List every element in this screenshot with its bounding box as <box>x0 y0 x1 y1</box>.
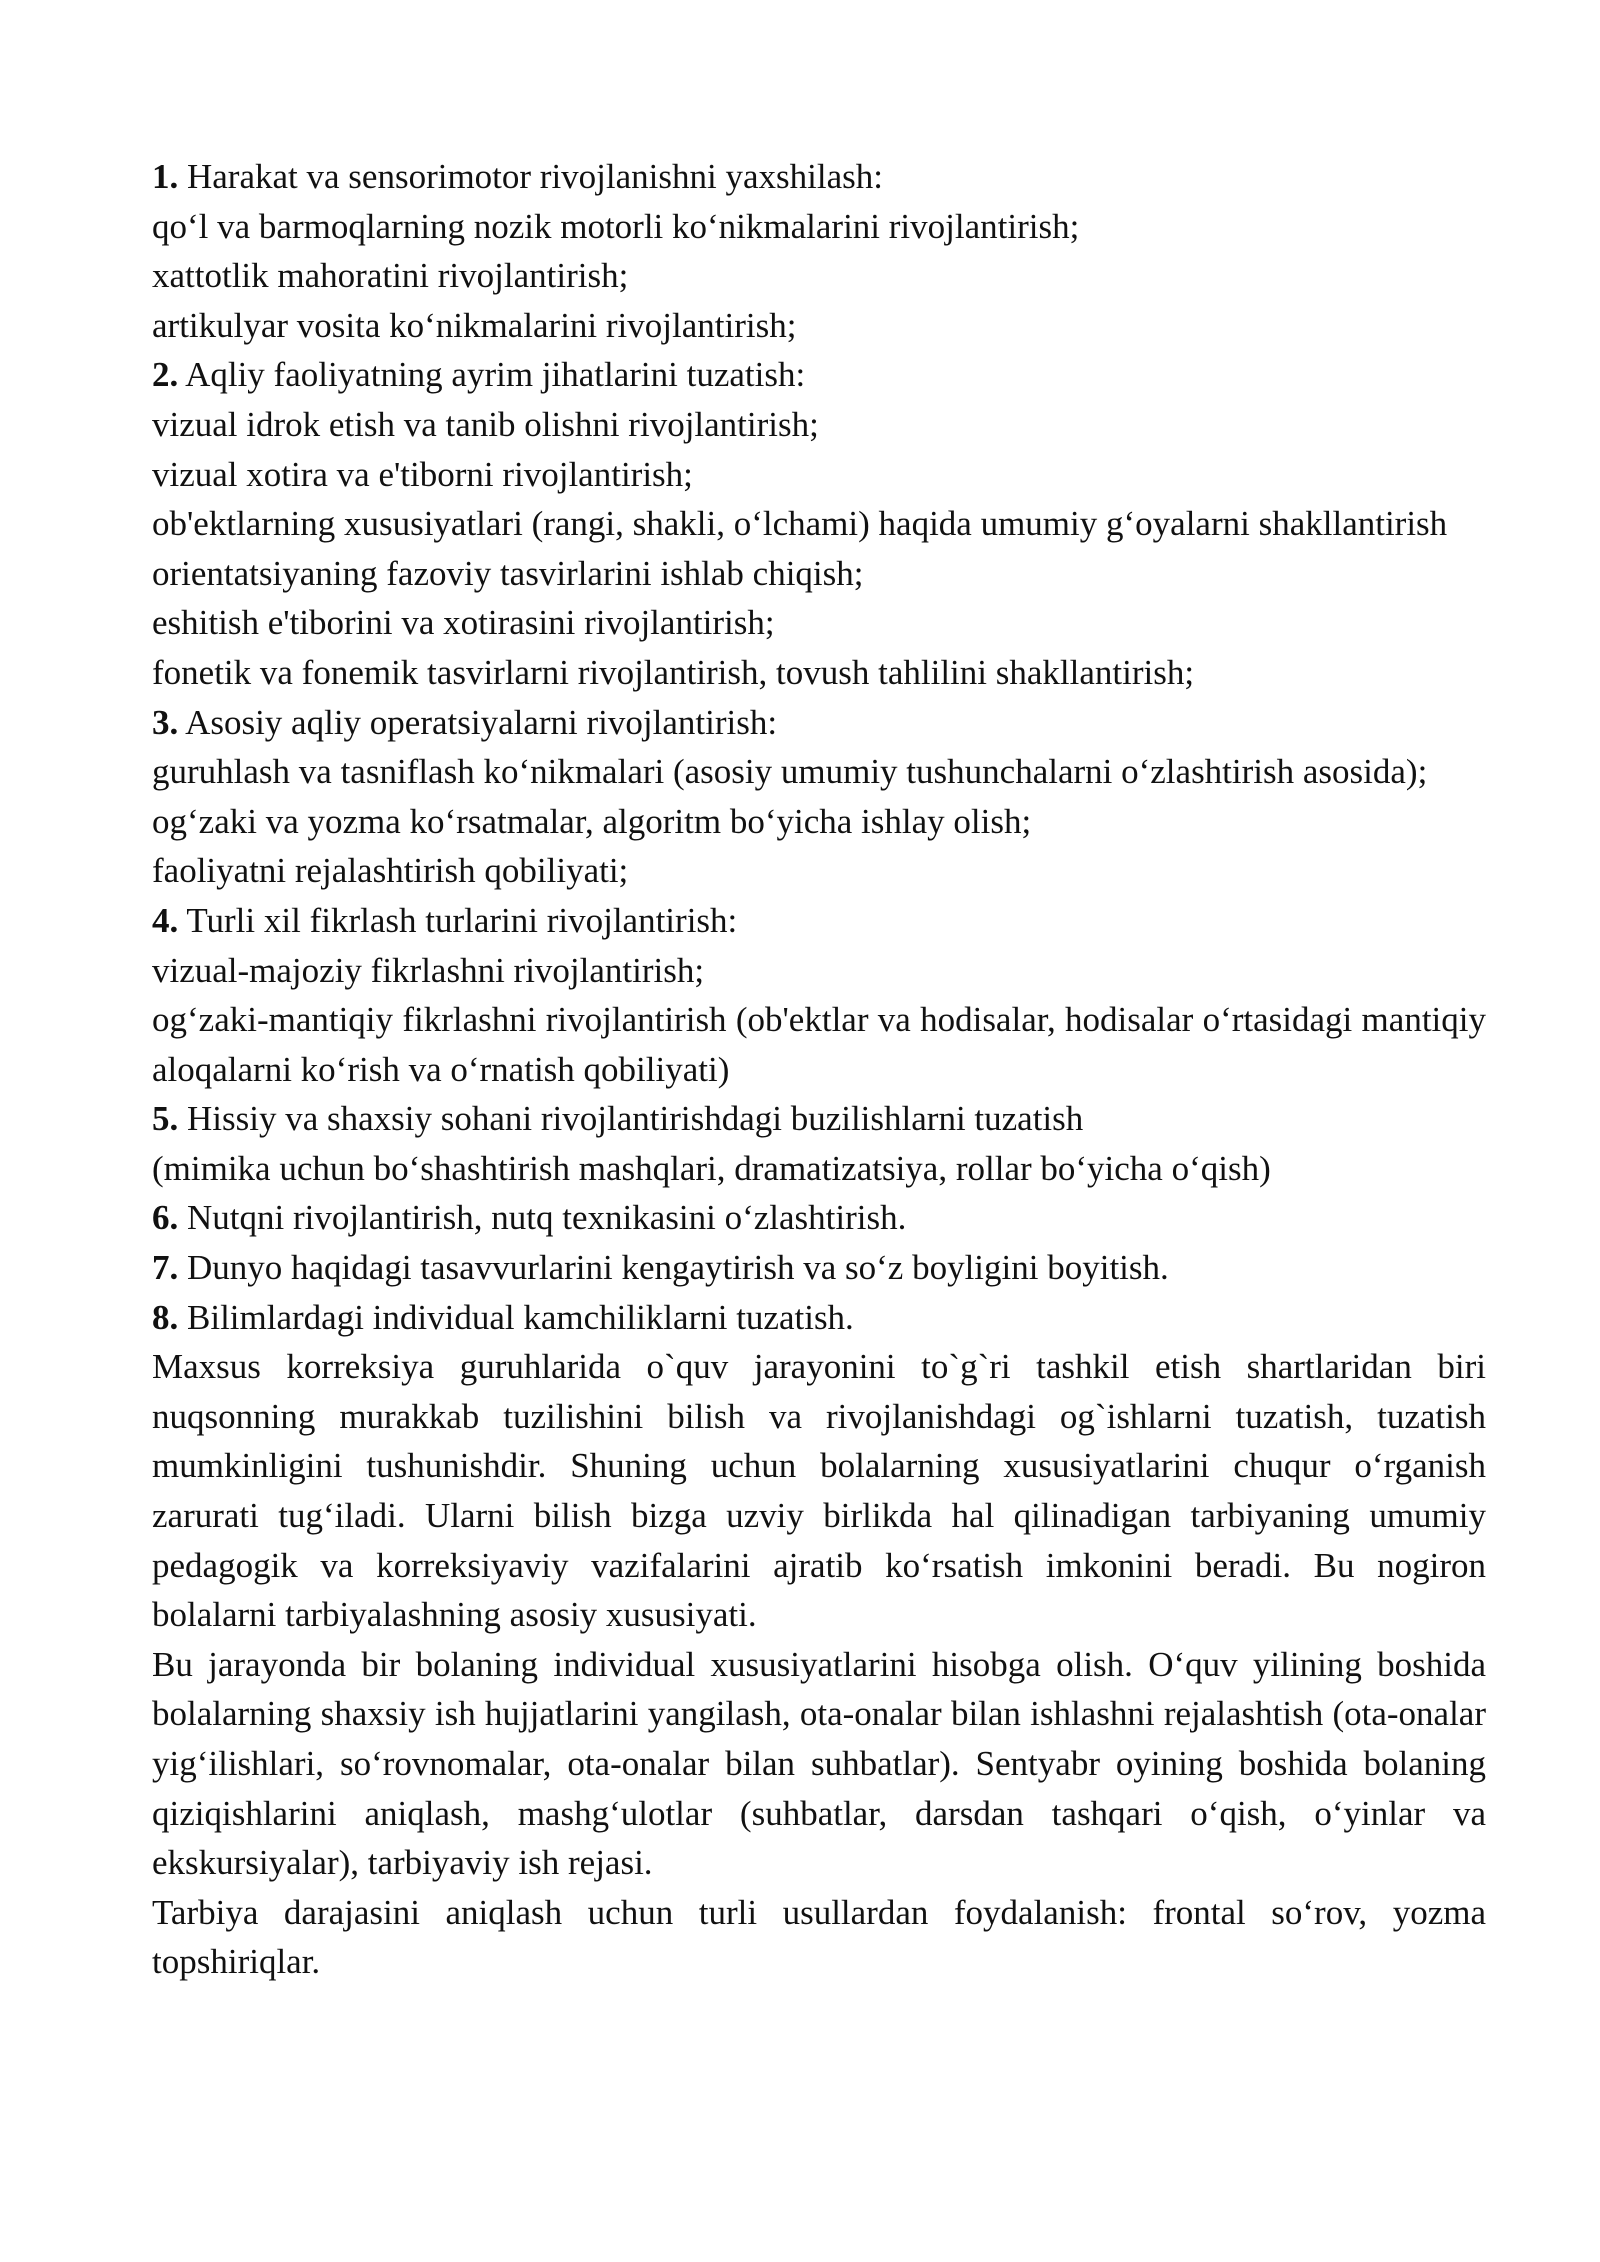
section-number: 7. <box>152 1248 179 1288</box>
list-item: ogʻzaki va yozma koʻrsatmalar, algoritm boʻyicha ishlay olish; <box>152 801 1032 841</box>
body-paragraph: Maxsus korreksiya guruhlarida o`quv jarayonini to`g`ri tashkil etish shartlaridan biri nuqsonning murakkab tuzilishini bilish va rivojlanishdagi og`ishlarni tuzatish, tuzatish mumkinligini tushunishdir. Shuning uchun bolalarning xususiyatlarini chuqur oʻrganish zarurati tugʻiladi. Ularni bilish bizga uzviy birlikda hal qilinadigan tarbiyaning umumiy pedagogik va korreksiyaviy vazifalarini ajratib koʻrsatish imkonini beradi. Bu nogiron bolalarni tarbiyalashning asosiy xususiyati. <box>152 1347 1486 1635</box>
section-heading-8 <box>152 1293 1486 1343</box>
list-item: guruhlash va tasniflash koʻnikmalari (asosiy umumiy tushunchalarni oʻzlashtirish asosida); <box>152 752 1428 792</box>
list-item: vizual-majoziy fikrlashni rivojlantirish; <box>152 950 705 990</box>
section-number: 8. <box>152 1297 179 1337</box>
section-title: Nutqni rivojlantirish, nutq texnikasini oʻzlashtirish. <box>178 1198 907 1238</box>
section-title: Harakat va sensorimotor rivojlanishni yaxshilash: <box>178 157 883 196</box>
section-title: Aqliy faoliyatning ayrim jihatlarini tuzatish: <box>178 355 806 395</box>
section-number: 2. <box>152 355 179 395</box>
section-heading-1 <box>152 152 1486 202</box>
list-item: xattotlik mahoratini rivojlantirish; <box>152 256 629 296</box>
section-heading-7 <box>152 1243 1486 1293</box>
list-item: faoliyatni rejalashtirish qobiliyati; <box>152 851 629 891</box>
section-number: 3. <box>152 702 179 742</box>
list-item: fonetik va fonemik tasvirlarni rivojlantirish, tovush tahlilini shakllantirish; <box>152 652 1195 692</box>
section-number: 4. <box>152 900 179 940</box>
section-heading-4 <box>152 896 1486 946</box>
section-number: 1. <box>152 157 179 196</box>
section-title: Bilimlardagi individual kamchiliklarni tuzatish. <box>178 1297 854 1337</box>
section-heading-3 <box>152 698 1486 748</box>
section-title: Hissiy va shaxsiy sohani rivojlantirishdagi buzilishlarni tuzatish <box>178 1099 1084 1139</box>
section-number: 5. <box>152 1099 179 1139</box>
list-item: eshitish e'tiborini va xotirasini rivojlantirish; <box>152 603 775 643</box>
section-title: Asosiy aqliy operatsiyalarni rivojlantirish: <box>178 702 778 742</box>
section-heading-6 <box>152 1193 1486 1243</box>
document-body <box>152 152 1486 1987</box>
list-item: vizual xotira va e'tiborni rivojlantirish; <box>152 454 693 494</box>
section-title: Turli xil fikrlash turlarini rivojlantirish: <box>178 900 738 940</box>
list-item: (mimika uchun boʻshashtirish mashqlari, dramatizatsiya, rollar boʻyicha oʻqish) <box>152 1148 1271 1188</box>
section-number: 6. <box>152 1198 179 1238</box>
list-item: orientatsiyaning fazoviy tasvirlarini ishlab chiqish; <box>152 553 864 593</box>
section-heading-2 <box>152 350 1486 400</box>
body-paragraph: Tarbiya darajasini aniqlash uchun turli usullardan foydalanish: frontal soʻrov, yozma topshiriqlar. <box>152 1892 1486 1982</box>
list-item: ob'ektlarning xususiyatlari (rangi, shakli, oʻlchami) haqida umumiy gʻoyalarni shakllantirish <box>152 504 1448 544</box>
list-item: vizual idrok etish va tanib olishni rivojlantirish; <box>152 404 819 444</box>
section-title: Dunyo haqidagi tasavvurlarini kengaytirish va soʻz boyligini boyitish. <box>178 1248 1169 1288</box>
list-item: artikulyar vosita koʻnikmalarini rivojlantirish; <box>152 305 797 345</box>
list-item: ogʻzaki-mantiqiy fikrlashni rivojlantirish (ob'ektlar va hodisalar, hodisalar oʻrtasidagi mantiqiy aloqalarni koʻrish va oʻrnatish qobiliyati) <box>152 1000 1486 1089</box>
section-heading-5 <box>152 1094 1486 1144</box>
list-item: qoʻl va barmoqlarning nozik motorli koʻnikmalarini rivojlantirish; <box>152 206 1080 246</box>
body-paragraph: Bu jarayonda bir bolaning individual xususiyatlarini hisobga olish. Oʻquv yilining boshida bolalarning shaxsiy ish hujjatlarini yangilash, ota-onalar bilan ishlashni rejalashtish (ota-onalar yigʻilishlari, soʻrovnomalar, ota-onalar bilan suhbatlar). Sentyabr oyining boshida bolaning qiziqishlarini aniqlash, mashgʻulotlar (suhbatlar, darsdan tashqari oʻqish, oʻyinlar va ekskursiyalar), tarbiyaviy ish rejasi. <box>152 1644 1486 1883</box>
